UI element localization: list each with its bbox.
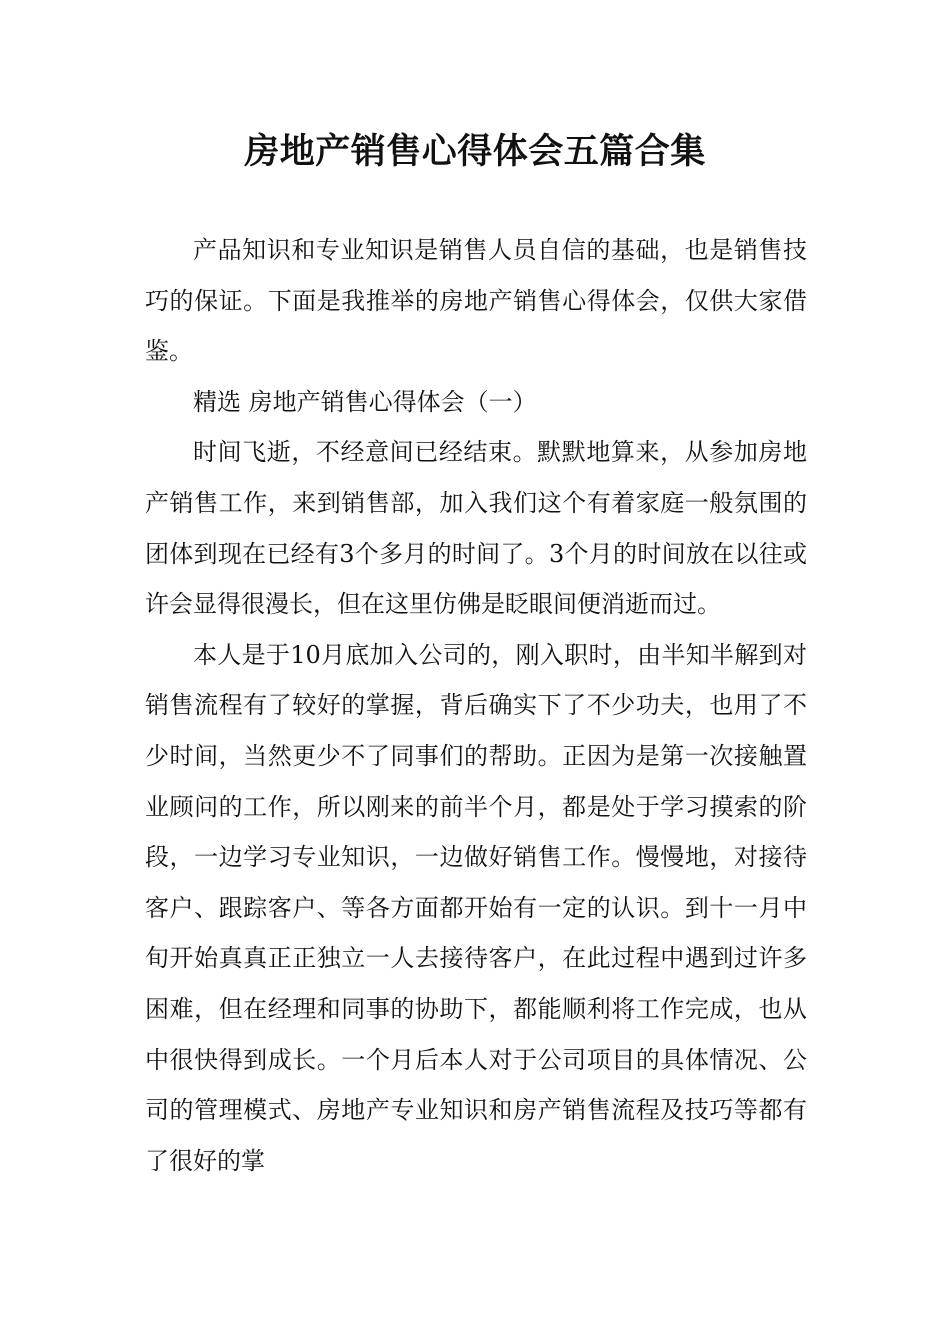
intro-paragraph: 产品知识和专业知识是销售人员自信的基础，也是销售技巧的保证。下面是我推举的房地产销售心得体会，仅供大家借鉴。 xyxy=(145,236,807,366)
document-title: 房地产销售心得体会五篇合集 xyxy=(244,132,706,172)
body-paragraph-2: 本人是于10月底加入公司的，刚入职时，由半知半解到对销售流程有了较好的掌握，背后确实下了不少功夫，也用了不少时间，当然更少不了同事们的帮助。正因为是第一次接触置业顾问的工作，所以刚来的前半个月，都是处于学习摸索的阶段，一边学习专业知识，一边做好销售工作。慢慢地，对接待客户、跟踪客户、等各方面都开始有一定的认识。到十一月中旬开始真真正正独立一人去接待客户，在此过程中遇到过许多困难，但在经理和同事的协助下，都能顺利将工作完成，也从中很快得到成长。一个月后本人对于公司项目的具体情况、公司的管理模式、房地产专业知识和房产销售流程及技巧等都有了很好的掌 xyxy=(145,640,807,1175)
document-body xyxy=(145,225,807,1186)
section-heading: 精选 房地产销售心得体会（一） xyxy=(193,387,537,416)
body-paragraph-1: 时间飞逝，不经意间已经结束。默默地算来，从参加房地产销售工作，来到销售部，加入我们这个有着家庭一般氛围的团体到现在已经有3个多月的时间了。3个月的时间放在以往或许会显得很漫长，但在这里仿佛是眨眼间便消逝而过。 xyxy=(145,438,807,619)
